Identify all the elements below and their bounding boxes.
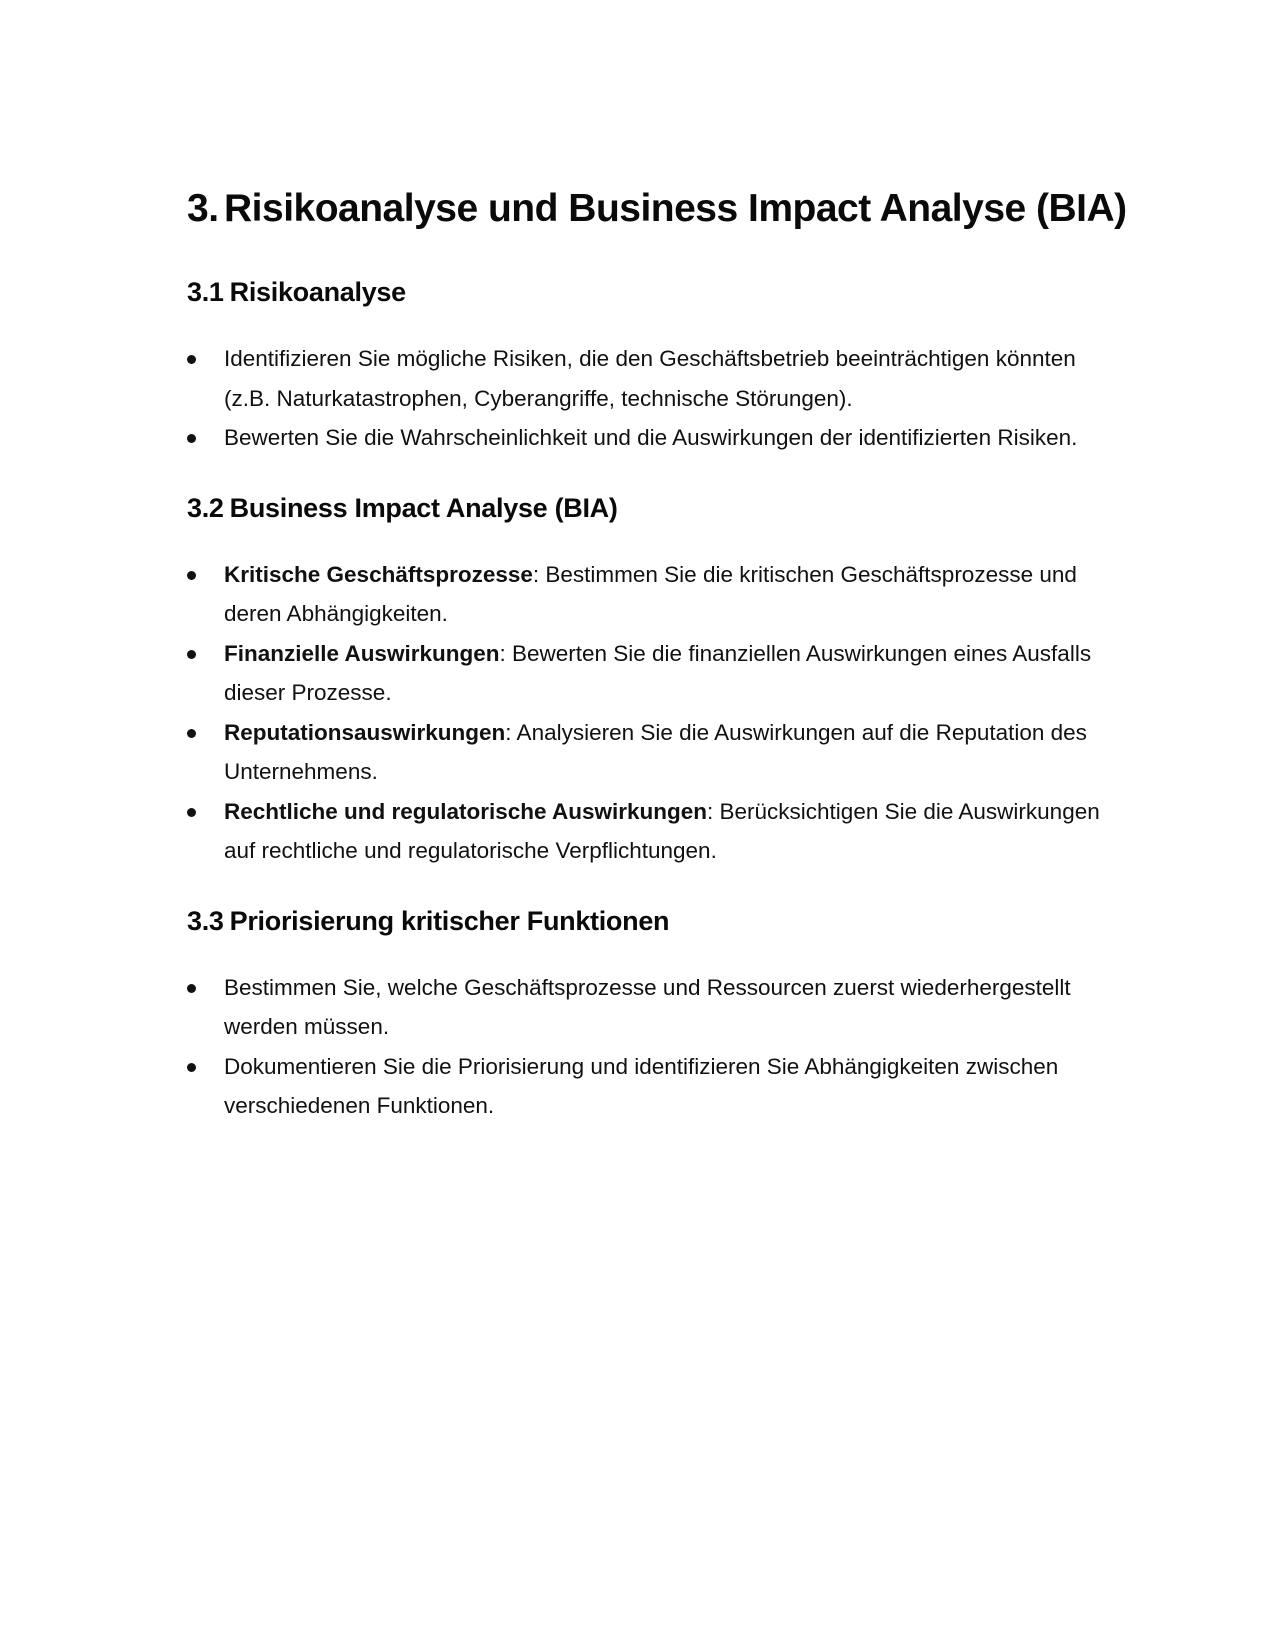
chapter-number: 3. xyxy=(187,187,219,230)
bullet-icon xyxy=(187,984,196,993)
list-item-term: Rechtliche und regulatorische Auswirkungen xyxy=(224,798,708,824)
list-item-term: Reputationsauswirkungen xyxy=(224,719,506,745)
list-item-text: Dokumentieren Sie die Priorisierung und identifizieren Sie Abhängigkeiten zwischen verschiedenen Funktionen. xyxy=(224,1053,1059,1118)
list-item-term: Finanzielle Auswirkungen xyxy=(224,640,500,666)
list-item-text: : Analysieren Sie die Auswirkungen auf die Reputation des Unternehmens. xyxy=(224,719,1087,784)
section-title: Priorisierung kritischer Funktionen xyxy=(229,905,670,936)
bullet-icon xyxy=(187,571,196,580)
chapter-heading xyxy=(187,178,1127,239)
section-priorisierung xyxy=(187,904,1127,1126)
bullet-icon xyxy=(187,355,196,364)
bullet-icon xyxy=(187,808,196,817)
bullet-list xyxy=(187,555,1127,871)
list-item xyxy=(187,555,1127,634)
list-item xyxy=(187,792,1127,871)
section-title: Business Impact Analyse (BIA) xyxy=(229,492,618,523)
section-title: Risikoanalyse xyxy=(229,277,406,307)
list-item xyxy=(187,968,1127,1047)
list-item-text: : Berücksichtigen Sie die Auswirkungen auf rechtliche und regulatorische Verpflichtungen. xyxy=(224,798,1100,863)
section-number: 3.2 xyxy=(187,492,224,523)
section-risikoanalyse xyxy=(187,275,1127,458)
section-heading xyxy=(187,904,1127,938)
list-item-text: Bestimmen Sie, welche Geschäftsprozesse und Ressourcen zuerst wiederhergestellt werden müssen. xyxy=(224,974,1071,1039)
section-number: 3.3 xyxy=(187,905,224,936)
chapter-title: Risikoanalyse und Business Impact Analyse (BIA) xyxy=(224,187,1127,230)
bullet-list xyxy=(187,339,1127,458)
list-item-term: Kritische Geschäftsprozesse xyxy=(224,561,533,587)
section-business-impact-analyse xyxy=(187,491,1127,871)
list-item-text: Bewerten Sie die Wahrscheinlichkeit und die Auswirkungen der identifizierten Risiken. xyxy=(224,425,1078,450)
section-number: 3.1 xyxy=(187,277,224,307)
list-item xyxy=(187,339,1127,418)
document-content xyxy=(187,178,1127,1126)
bullet-icon xyxy=(187,650,196,659)
bullet-list xyxy=(187,968,1127,1126)
bullet-icon xyxy=(187,434,196,443)
list-item-text: : Bewerten Sie die finanziellen Auswirkungen eines Ausfalls dieser Prozesse. xyxy=(224,640,1092,705)
list-item-text: Identifizieren Sie mögliche Risiken, die den Geschäftsbetrieb beeinträchtigen könnten (z.B. Naturkatastrophen, Cyberangriffe, technische Störungen). xyxy=(224,346,1076,411)
section-heading xyxy=(187,275,1127,309)
list-item xyxy=(187,418,1127,458)
list-item xyxy=(187,634,1127,713)
bullet-icon xyxy=(187,729,196,738)
list-item xyxy=(187,1047,1127,1126)
bullet-icon xyxy=(187,1063,196,1072)
list-item xyxy=(187,713,1127,792)
list-item-text: : Bestimmen Sie die kritischen Geschäftsprozesse und deren Abhängigkeiten. xyxy=(224,561,1077,626)
section-heading xyxy=(187,491,1127,525)
